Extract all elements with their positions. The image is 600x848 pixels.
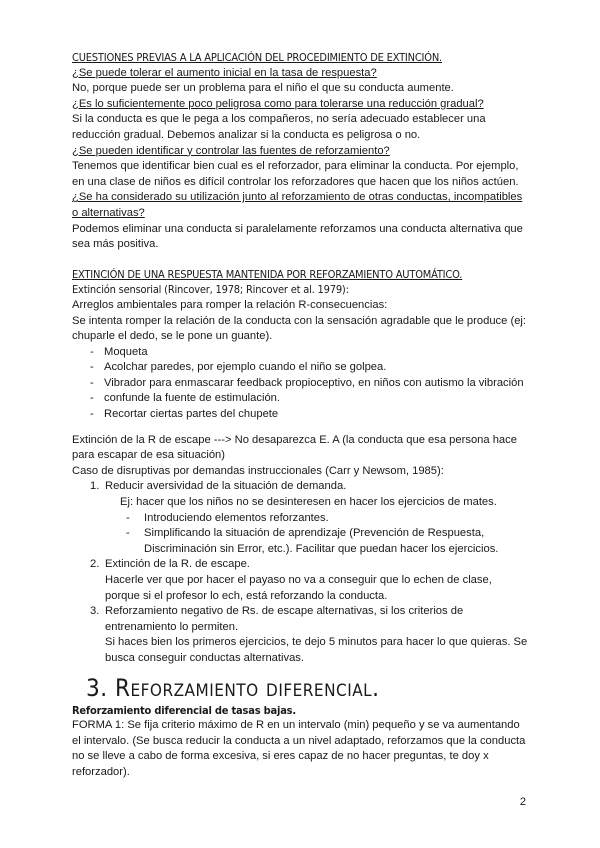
answer-4-line-1: Podemos eliminar una conducta si paralelamente reforzamos una conducta alternativa que	[72, 222, 523, 235]
sub-item-text: Simplificando la situación de aprendizaje (Prevención de Respuesta,	[144, 527, 485, 540]
paragraph-arreglos: Arreglos ambientales para romper la relación R-consecuencias:	[72, 298, 388, 311]
answer-2-line-1: Si la conducta es que le pega a los compañeros, no sería adecuado establecer una	[72, 113, 486, 126]
list-item-text: confunde la fuente de estimulación.	[104, 392, 281, 405]
question-3: ¿Se pueden identificar y controlar las fuentes de reforzamiento?	[72, 144, 390, 157]
list-item: - Acolchar paredes, por ejemplo cuando el niño se golpea.	[72, 360, 532, 376]
numbered-item-3	[72, 604, 532, 620]
list-item-continuation	[72, 391, 532, 407]
paragraph-forma-1-line-3: no se lleve a cabo de forma excesiva, si eres capaz de no hacer preguntas, te doy x	[72, 750, 489, 763]
item-text: Reducir aversividad de la situación de demanda.	[105, 480, 347, 493]
section-title-reforzamiento: 3. Reforzamiento diferencial.	[86, 673, 380, 702]
answer-2-line-2: reducción gradual. Debemos analizar si la conducta es peligrosa o no.	[72, 128, 421, 141]
item-text: Reforzamiento negativo de Rs. de escape alternativas, si los criterios de	[105, 605, 464, 618]
section-heading-extincion: EXTINCIÓN DE UNA RESPUESTA MANTENIDA POR REFORZAMIENTO AUTOMÁTICO.	[72, 267, 463, 281]
page-number: 2	[519, 796, 526, 808]
item-1-sub-1: - Introduciendo elementos reforzantes.	[126, 511, 329, 524]
item-2-line-2: Hacerle ver que por hacer el payaso no va a conseguir que lo echen de clase,	[105, 574, 492, 586]
paragraph-escape-line-1: Extinción de la R de escape ---> No desaparezca E. A (la conducta que esa persona hace	[72, 433, 517, 446]
item-number: 1.	[90, 480, 100, 493]
answer-3-line-2: en una clase de niños es difícil controlar los reforzadores que hacen que los niños actúen.	[72, 175, 519, 188]
section-heading-cuestiones: CUESTIONES PREVIAS A LA APLICACIÓN DEL PROCEDIMIENTO DE EXTINCIÓN.	[72, 51, 443, 64]
question-4-line-2: o alternativas?	[72, 206, 145, 219]
item-1-sub-2: - Simplificando la situación de aprendizaje (Prevención de Respuesta,	[126, 527, 485, 540]
paragraph-escape-line-2: para escapar de esa situación)	[72, 449, 225, 462]
document-page	[72, 50, 532, 781]
item-number: 2.	[90, 558, 100, 571]
item-1-example: Ej: hacer que los niños no se desinteresen en hacer los ejercicios de mates.	[120, 496, 497, 509]
item-1-sub-2-line-2: Discriminación sin Error, etc.). Facilitar que puedan hacer los ejercicios.	[144, 542, 499, 555]
numbered-item-2	[72, 557, 532, 573]
answer-4-line-2: sea más positiva.	[72, 238, 159, 251]
sub-item-text: Introduciendo elementos reforzantes.	[144, 511, 329, 524]
item-number: 3.	[90, 605, 100, 618]
question-2: ¿Es lo suficientemente poco peligrosa como para tolerarse una reducción gradual?	[72, 97, 484, 110]
item-3-line-3: Si haces bien los primeros ejercicios, te dejo 5 minutos para hacer lo que quieras. Se	[105, 636, 528, 649]
answer-1: No, porque puede ser un problema para el niño el que su conducta aumente.	[72, 82, 454, 95]
question-1: ¿Se puede tolerar el aumento inicial en la tasa de respuesta?	[72, 66, 377, 79]
paragraph-relacion-line-1: Se intenta romper la relación de la conducta con la sensación agradable que le produce (ej:	[72, 314, 527, 327]
item-3-line-4: busca conseguir conductas alternativas.	[105, 651, 305, 664]
list-item: - Recortar ciertas partes del chupete	[72, 407, 532, 423]
paragraph-forma-1-line-1: FORMA 1: Se fija criterio máximo de R en un intervalo (min) pequeño y se va aumentando	[72, 719, 520, 732]
paragraph-forma-1-line-4: reforzador).	[72, 765, 130, 778]
subheading-extincion-sensorial: Extinción sensorial (Rincover, 1978; Rincover et al. 1979):	[72, 283, 349, 297]
item-2-line-3: porque si el profesor lo ech, está reforzando la conducta.	[105, 589, 388, 602]
paragraph-caso: Caso de disruptivas por demandas instruccionales (Carr y Newsom, 1985):	[72, 464, 444, 477]
subheading-tasas-bajas: Reforzamiento diferencial de tasas bajas.	[72, 703, 296, 717]
paragraph-forma-1-line-2: el intervalo. (Se busca reducir la conducta a un nivel adaptado, reforzamos que la conducta	[72, 734, 526, 747]
question-4-line-1: ¿Se ha considerado su utilización junto al reforzamiento de otras conductas, incompatibles	[72, 191, 523, 204]
answer-3-line-1: Tenemos que identificar bien cual es el reforzador, para eliminar la conducta. Por ejemplo,	[72, 160, 519, 173]
list-item: - Vibrador para enmascarar feedback propioceptivo, en niños con autismo la vibración	[72, 376, 532, 392]
item-3-line-2: entrenamiento lo permiten.	[105, 620, 239, 633]
dash-list	[72, 345, 532, 423]
paragraph-relacion-line-2: chuparle el dedo, se le pone un guante).	[72, 330, 273, 343]
list-item: - Moqueta	[72, 345, 532, 361]
numbered-item-1	[72, 479, 532, 495]
item-text: Extinción de la R. de escape.	[105, 558, 250, 571]
